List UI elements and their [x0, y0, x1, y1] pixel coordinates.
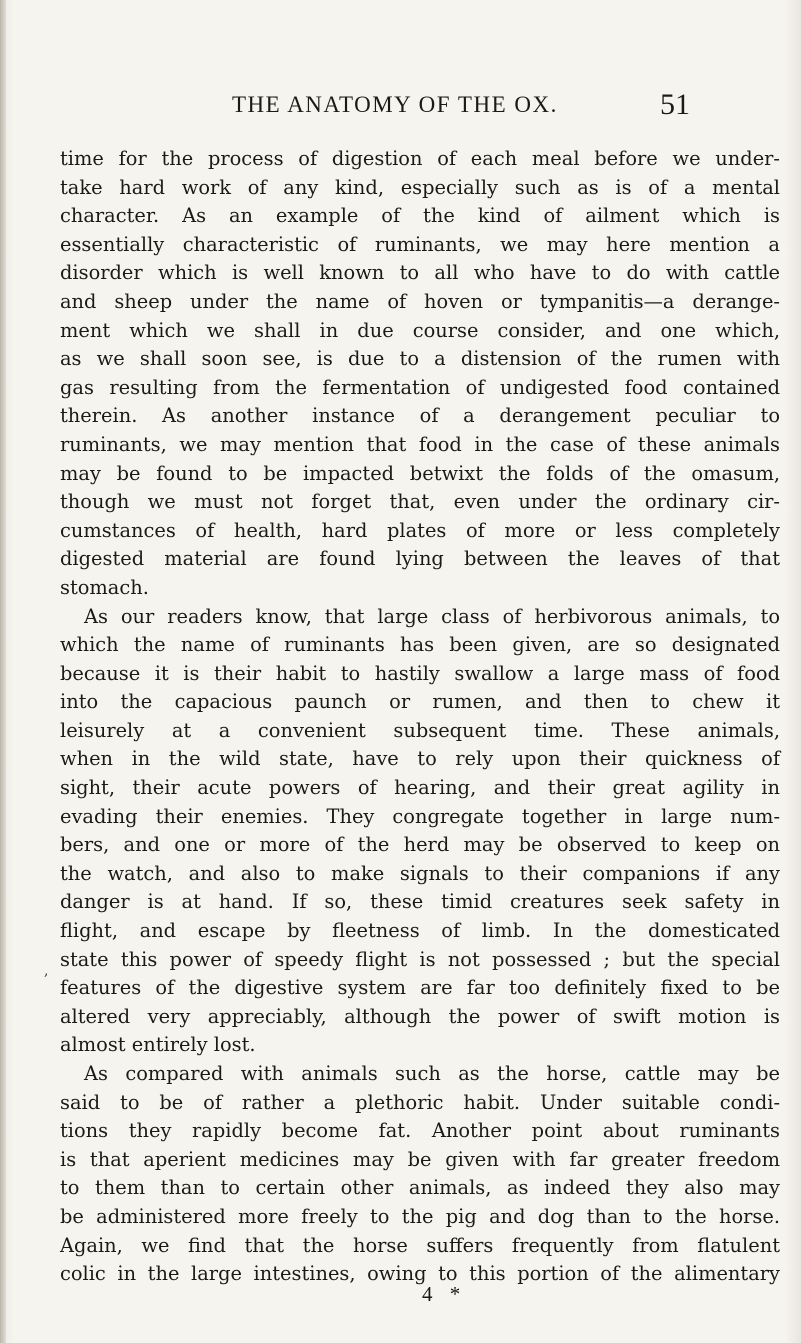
- text-line: as we shall soon see, is due to a distension of the rumen with: [60, 347, 780, 371]
- page-number: 51: [660, 88, 690, 121]
- text-line: is that aperient medicines may be given with far greater freedom: [60, 1147, 780, 1171]
- text-line: sight, their acute powers of hearing, and their great agility in: [60, 776, 780, 800]
- paragraph-start: As our readers know, that large class of herbivorous animals, to: [84, 604, 780, 628]
- text-line: take hard work of any kind, especially such as is of a mental: [60, 175, 780, 199]
- stray-ink-mark: ,: [44, 963, 49, 979]
- text-line: colic in the large intestines, owing to this portion of the alimentary: [60, 1262, 780, 1286]
- text-line: and sheep under the name of hoven or tympanitis—a derange-: [60, 289, 780, 313]
- text-line: cumstances of health, hard plates of more or less completely: [60, 518, 780, 542]
- text-line: ment which we shall in due course consider, and one which,: [60, 318, 780, 342]
- text-line: said to be of rather a plethoric habit. Under suitable condi-: [60, 1090, 780, 1114]
- text-line: digested material are found lying between the leaves of that: [60, 547, 780, 571]
- text-line: time for the process of digestion of each meal before we under-: [60, 147, 780, 170]
- text-line: disorder which is well known to all who have to do with cattle: [60, 261, 780, 285]
- page-header: [232, 88, 702, 128]
- text-line: though we must not forget that, even under the ordinary cir-: [60, 490, 780, 514]
- text-line: bers, and one or more of the herd may be observed to keep on: [60, 833, 780, 857]
- text-line: may be found to be impacted betwixt the folds of the omasum,: [60, 461, 780, 485]
- paragraph-start: As compared with animals such as the horse, cattle may be: [84, 1062, 780, 1085]
- text-line: gas resulting from the fermentation of undigested food contained: [60, 375, 780, 399]
- text-line: because it is their habit to hastily swallow a large mass of food: [60, 661, 780, 685]
- text-line: stomach.: [60, 575, 149, 599]
- text-line: leisurely at a convenient subsequent time. These animals,: [60, 718, 780, 742]
- text-line: to them than to certain other animals, as indeed they also may: [60, 1176, 780, 1200]
- text-line: features of the digestive system are far too definitely fixed to be: [60, 976, 780, 1000]
- running-head: THE ANATOMY OF THE OX.: [232, 92, 558, 117]
- text-line: danger is at hand. If so, these timid creatures seek safety in: [60, 890, 780, 914]
- text-line: Again, we find that the horse suffers frequently from flatulent: [60, 1233, 780, 1257]
- page-binding-edge: [0, 0, 6, 1343]
- text-line: flight, and escape by fleetness of limb. In the domesticated: [60, 919, 780, 943]
- text-line: tions they rapidly become fat. Another point about ruminants: [60, 1119, 780, 1143]
- text-line: altered very appreciably, although the power of swift motion is: [60, 1004, 780, 1028]
- text-line: into the capacious paunch or rumen, and then to chew it: [60, 690, 780, 714]
- text-line: be administered more freely to the pig and dog than to the horse.: [60, 1204, 780, 1228]
- text-line: which the name of ruminants has been given, are so designated: [60, 633, 780, 657]
- text-line: therein. As another instance of a derangement peculiar to: [60, 404, 780, 428]
- text-line: character. As an example of the kind of ailment which is: [60, 204, 780, 228]
- text-line: state this power of speedy flight is not possessed ; but the special: [60, 947, 780, 971]
- text-line: when in the wild state, have to rely upon their quickness of: [60, 747, 780, 771]
- body-text: [60, 145, 780, 1289]
- text-line: ruminants, we may mention that food in the case of these animals: [60, 432, 780, 456]
- printer-signature-mark: 4 *: [422, 1282, 467, 1306]
- text-line: the watch, and also to make signals to their companions if any: [60, 861, 780, 885]
- text-line: evading their enemies. They congregate together in large num-: [60, 804, 780, 828]
- text-line: essentially characteristic of ruminants, we may here mention a: [60, 232, 780, 256]
- text-line: almost entirely lost.: [60, 1033, 256, 1057]
